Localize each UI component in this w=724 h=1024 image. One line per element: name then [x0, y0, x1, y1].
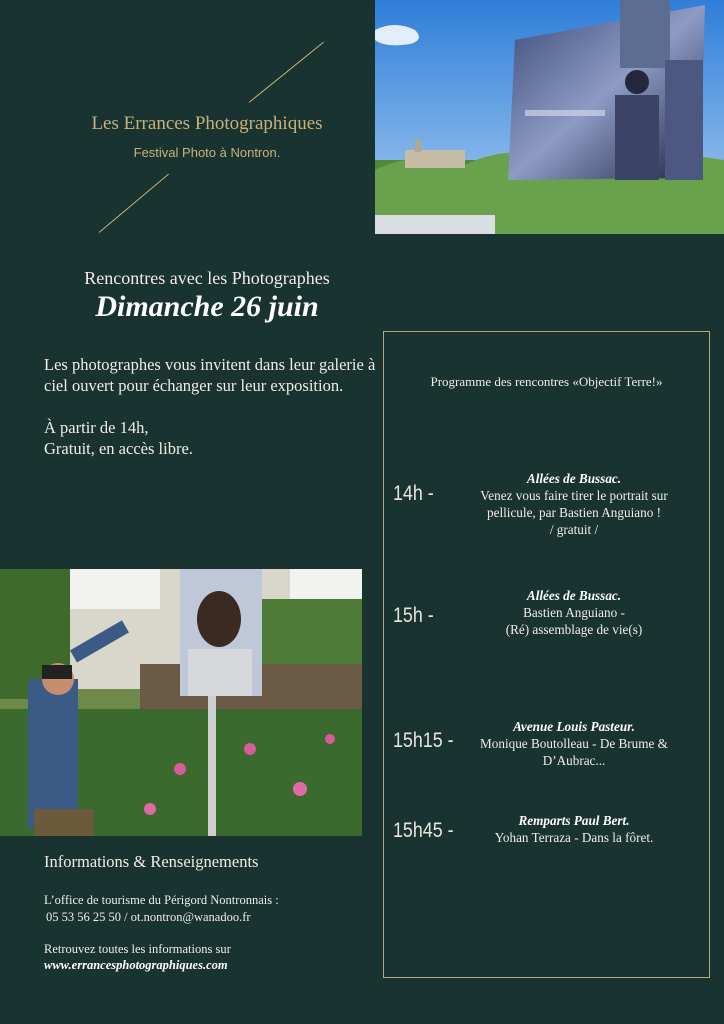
event-3 — [450, 718, 698, 769]
event-date: Dimanche 26 juin — [95, 290, 319, 323]
event-line: Monique Boutolleau - De Brume & — [480, 736, 668, 751]
event-time-3: 15h15 - — [393, 729, 454, 752]
event-subtitle: Rencontres avec les Photographes — [84, 268, 330, 288]
decorative-line-top — [249, 42, 324, 103]
event-place: Remparts Paul Bert. — [518, 813, 630, 828]
event-place: Allées de Bussac. — [526, 471, 622, 486]
festival-title: Les Errances Photographiques — [91, 113, 323, 134]
decorative-line-bottom — [99, 174, 169, 233]
tourism-office-text: L’office de tourisme du Périgord Nontronnais : — [44, 893, 279, 907]
event-2 — [450, 587, 698, 638]
event-time-1: 14h - — [393, 482, 434, 505]
price-text: Gratuit, en accès libre. — [44, 439, 193, 458]
event-line: D’Aubrac... — [542, 753, 606, 768]
description-text: Les photographes vous invitent dans leur galerie à ciel ouvert pour échanger sur leur exposition. — [44, 355, 376, 395]
program-title: Programme des rencontres «Objectif Terre!» — [430, 374, 663, 389]
event-line: Bastien Anguiano - — [523, 605, 625, 620]
event-line: / gratuit / — [549, 522, 599, 537]
event-line: (Ré) assemblage de vie(s) — [505, 622, 643, 637]
event-description — [44, 354, 379, 459]
event-4 — [450, 812, 698, 846]
festival-subtitle: Festival Photo à Nontron. — [133, 145, 281, 160]
event-1 — [450, 470, 698, 538]
event-time-4: 15h45 - — [393, 819, 454, 842]
event-line: Venez vous faire tirer le portrait sur — [480, 488, 668, 503]
info-heading: Informations & Renseignements — [44, 852, 259, 871]
start-time-text: À partir de 14h, — [44, 418, 149, 437]
more-info-text: Retrouvez toutes les informations sur — [44, 942, 231, 956]
event-line: pellicule, par Bastien Anguiano ! — [487, 505, 661, 520]
event-time-2: 15h - — [393, 604, 434, 627]
contact-text: 05 53 56 25 50 / ot.nontron@wanadoo.fr — [46, 910, 251, 924]
program-box — [383, 331, 710, 978]
event-place: Avenue Louis Pasteur. — [513, 719, 635, 734]
photographer-photo — [0, 569, 362, 836]
website-link[interactable]: www.errancesphotographiques.com — [44, 958, 228, 972]
event-place: Allées de Bussac. — [526, 588, 622, 603]
exhibition-photo — [375, 0, 724, 234]
event-line: Yohan Terraza - Dans la fôret. — [494, 830, 654, 845]
